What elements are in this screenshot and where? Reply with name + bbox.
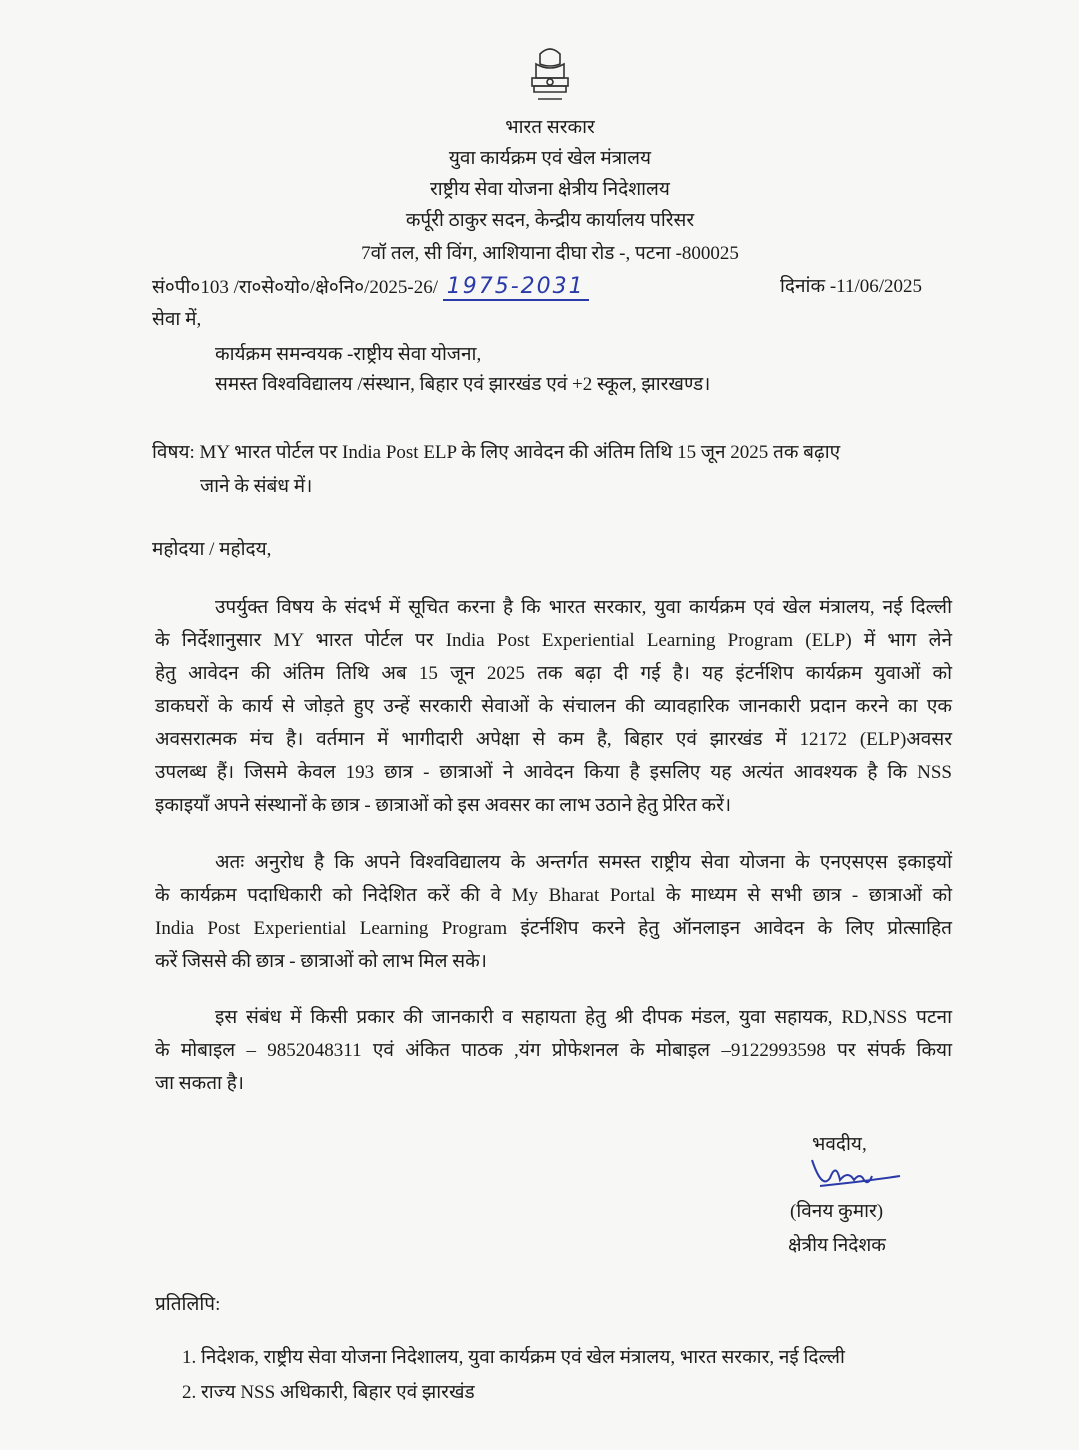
paragraph-line: उपर्युक्त विषय के संदर्भ में सूचित करना है कि भारत सरकार, युवा कार्यक्रम एवं खेल मंत्रालय, नई दिल्ली xyxy=(215,597,952,618)
national-emblem-icon xyxy=(522,42,578,108)
header-line-ministry: युवा कार्यक्रम एवं खेल मंत्रालय xyxy=(448,148,652,169)
paragraph-line: हेतु आवेदन की अंतिम तिथि अब 15 जून 2025 तक बढ़ा दी गई है। यह इंटर्नशिप कार्यक्रम युवाओं को xyxy=(155,663,952,684)
closing: भवदीय, xyxy=(812,1134,867,1155)
header-line-address: 7वॉ तल, सी विंग, आशियाना दीघा रोड -, पटना -800025 xyxy=(361,243,739,264)
subject-line: विषय: MY भारत पोर्टल पर India Post ELP के लिए आवेदन की अंतिम तिथि 15 जून 2025 तक बढ़ाए xyxy=(152,442,841,463)
paragraph-line: इकाइयाँ अपने संस्थानों के छात्र - छात्राओं को इस अवसर का लाभ उठाने हेतु प्रेरित करें। xyxy=(155,795,732,816)
header-line-govt: भारत सरकार xyxy=(505,117,595,138)
paragraph-line: के कार्यक्रम पदाधिकारी को निदेशित करें की वे My Bharat Portal के माध्यम से सभी छात्र - छात्राओं को xyxy=(155,885,952,906)
salutation: महोदया / महोदय, xyxy=(152,539,272,560)
letter-date: दिनांक -11/06/2025 xyxy=(780,276,922,297)
signatory-designation: क्षेत्रीय निदेशक xyxy=(788,1235,886,1256)
paragraph-line: अतः अनुरोध है कि अपने विश्वविद्यालय के अन्तर्गत समस्त राष्ट्रीय सेवा योजना के एनएसएस इकाइयों xyxy=(215,852,952,873)
header-line-building: कर्पूरी ठाकुर सदन, केन्द्रीय कार्यालय परिसर xyxy=(405,210,695,231)
addressee-line: समस्त विश्वविद्यालय /संस्थान, बिहार एवं झारखंड एवं +2 स्कूल, झारखण्ड। xyxy=(215,374,711,395)
subject-line: जाने के संबंध में। xyxy=(200,476,313,497)
copy-item: 1. निदेशक, राष्ट्रीय सेवा योजना निदेशालय, युवा कार्यक्रम एवं खेल मंत्रालय, भारत सरकार, नई दिल्ली xyxy=(182,1347,845,1368)
addressee-salute: सेवा में, xyxy=(152,309,202,330)
paragraph-line: डाकघरों के कार्य से जोड़ते हुए उन्हें सरकारी सेवाओं के संचालन की व्यावहारिक जानकारी प्रदान करने का एक xyxy=(155,696,952,717)
paragraph-line: करें जिससे की छात्र - छात्राओं को लाभ मिल सके। xyxy=(155,951,487,972)
reference-text: सं०पी०103 /रा०से०यो०/क्षे०नि०/2025-26/ xyxy=(152,277,438,298)
addressee-line: कार्यक्रम समन्वयक -राष्ट्रीय सेवा योजना, xyxy=(215,344,482,365)
handwritten-dispatch-number: 1975-2031 xyxy=(443,274,589,301)
paragraph-line: अवसरात्मक मंच है। वर्तमान में भागीदारी अपेक्षा से कम है, बिहार एवं झारखंड में 12172 (ELP)अवसर xyxy=(155,729,952,750)
handwritten-signature xyxy=(800,1140,910,1200)
copy-title: प्रतिलिपि: xyxy=(155,1294,221,1315)
reference-number xyxy=(152,275,589,300)
paragraph-line: के मोबाइल – 9852048311 एवं अंकित पाठक ,यंग प्रोफेशनल के मोबाइल –9122993598 पर संपर्क किया xyxy=(155,1040,952,1061)
paragraph-line: इस संबंध में किसी प्रकार की जानकारी व सहायता हेतु श्री दीपक मंडल, युवा सहायक, RD,NSS पटना xyxy=(215,1007,952,1028)
paragraph-line: India Post Experiential Learning Program इंटर्नशिप करने हेतु ऑनलाइन आवेदन के लिए प्रोत्साहित xyxy=(155,918,952,939)
paragraph-line: उपलब्ध हैं। जिसमे केवल 193 छात्र - छात्राओं ने आवेदन किया है इसलिए यह अत्यंत आवश्यक है कि NSS xyxy=(155,762,952,783)
copy-item: 2. राज्य NSS अधिकारी, बिहार एवं झारखंड xyxy=(182,1382,475,1403)
signatory-name: (विनय कुमार) xyxy=(790,1201,884,1222)
paragraph-line: के निर्देशानुसार MY भारत पोर्टल पर India Post Experiential Learning Program (ELP) में भाग लेने xyxy=(155,630,952,651)
header-line-directorate: राष्ट्रीय सेवा योजना क्षेत्रीय निदेशालय xyxy=(430,179,670,200)
paragraph-line: जा सकता है। xyxy=(155,1073,244,1094)
